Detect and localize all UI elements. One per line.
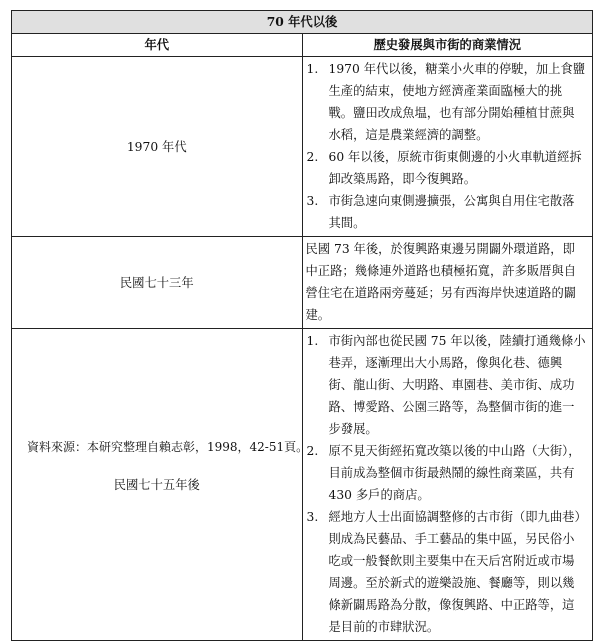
item-text: 市街急速向東側邊擴張，公寓與自用住宅散落其間。 (328, 194, 575, 230)
item-number: 3. (306, 510, 319, 524)
item-number: 2. (306, 150, 319, 164)
row-description (302, 237, 593, 329)
item-text: 經地方人士出面協調整修的古市街（即九曲巷）則成為民藝品、手工藝品的集中區，另民俗小吃或一般餐飲則主要集中在天后宮附近或市場周邊。至於新式的遊樂設施、餐廳等，則以幾條新闢馬路為分散，像復興路、中正路等，這是目前的市肆狀況。 (328, 510, 581, 634)
table-title: 70 年代以後 (12, 11, 593, 34)
header-year: 年代 (12, 34, 303, 57)
row-description (302, 329, 593, 641)
list-item (307, 440, 587, 506)
row-description (302, 57, 593, 237)
list-item (307, 58, 587, 146)
source-note: 資料來源：本研究整理自賴志彰，1998，42-51頁。 (27, 440, 309, 454)
table-title-row (12, 11, 593, 34)
item-list (307, 330, 587, 638)
row-year: 民國七十五年後 (12, 329, 303, 641)
list-item (307, 146, 587, 190)
list-item (307, 190, 587, 234)
item-number: 1. (306, 334, 319, 348)
table-row (12, 57, 593, 237)
list-item (307, 330, 587, 440)
list-item (307, 506, 587, 638)
item-text: 市街內部也從民國 75 年以後，陸續打通幾條小巷弄，逐漸理出大小馬路，像與化巷、德興街、龍山街、大明路、車園巷、美市街、成功路、博愛路、公園三路等，為整個市街的進一步發展。 (328, 334, 586, 436)
item-list (307, 58, 587, 234)
table-row (12, 237, 593, 329)
table-row (12, 329, 593, 641)
row-paragraph: 民國 73 年後，於復興路東邊另開闢外環道路，即中正路；幾條連外道路也積極拓寬，許多販厝與自營住宅在道路兩旁蔓延；另有西海岸快速道路的闢建。 (305, 242, 577, 322)
row-year: 民國七十三年 (12, 237, 303, 329)
item-number: 1. (306, 62, 319, 76)
item-number: 3. (306, 194, 319, 208)
table-header-row (12, 34, 593, 57)
history-table (11, 10, 593, 641)
item-text: 原不見天街經拓寬改築以後的中山路（大街），目前成為整個市街最熱鬧的線性商業區，共有 430 多戶的商店。 (328, 444, 581, 502)
item-text: 60 年以後，原統市街東側邊的小火車軌道經拆卸改築馬路，即今復興路。 (328, 150, 582, 186)
header-description: 歷史發展與市街的商業情況 (302, 34, 593, 57)
item-text: 1970 年代以後，糖業小火車的停駛，加上食鹽生產的結束，使地方經濟產業面臨極大的挑戰。鹽田改成魚塭，也有部分開始種植甘蔗與水稻，這是農業經濟的調整。 (328, 62, 586, 142)
row-year: 1970 年代 (12, 57, 303, 237)
item-number: 2. (306, 444, 319, 458)
